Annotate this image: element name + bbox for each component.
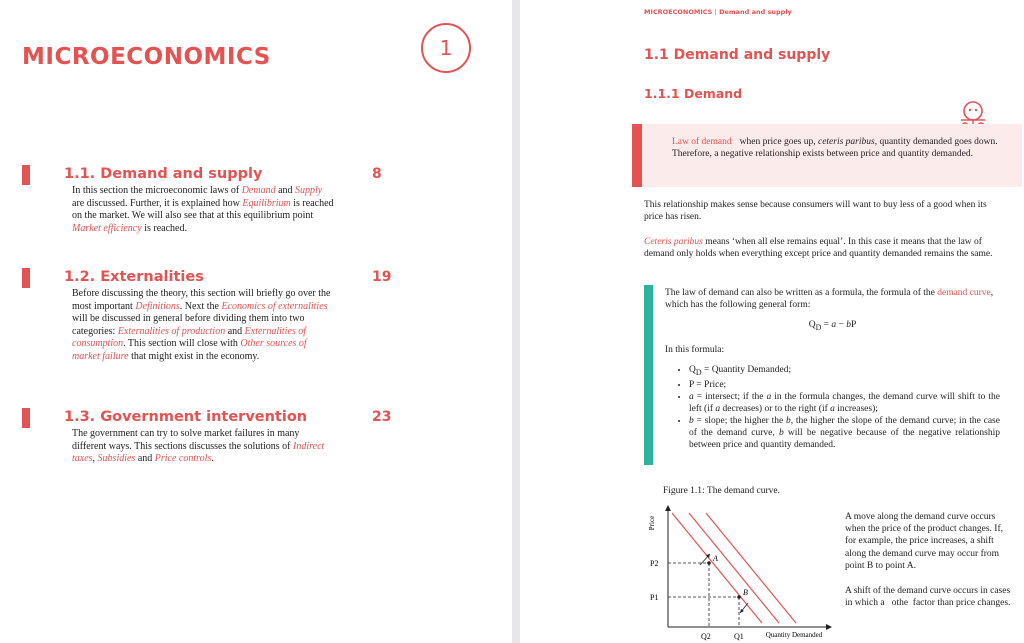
section-title: 1.1 Demand and supply: [644, 47, 831, 63]
demand-curve-link[interactable]: demand curve: [937, 288, 991, 298]
point-b-label: B: [743, 588, 748, 597]
toc-page-number: 8: [372, 166, 382, 182]
desc-text: and: [275, 185, 296, 196]
point-a-label: A: [713, 554, 718, 563]
paragraph-text: means ‘when all else remains equal’. In this case it means that the law of demand only holds when everything except price and quantity demanded remains the same.: [644, 237, 993, 260]
desc-text: The government can try to solve market failures in many different ways. This sections discusses the solutions of: [72, 428, 300, 452]
running-head-separator: |: [714, 8, 717, 16]
definition-box: [632, 124, 1022, 187]
toc-heading[interactable]: 1.2. Externalities: [64, 269, 204, 285]
formula-bullet: • P = Price;: [689, 379, 1000, 391]
term-ceteris-paribus: Ceteris paribus: [644, 237, 703, 247]
italic-term: ceteris paribus: [817, 137, 875, 147]
definition-text-part: when price goes up,: [739, 137, 818, 147]
toc-description: [72, 288, 334, 364]
x-axis-label: Quantity Demanded: [765, 631, 823, 639]
toc-marker: [22, 165, 30, 185]
y-tick-label: P2: [650, 559, 659, 568]
highlighted-term[interactable]: Externalities of production: [117, 325, 226, 337]
definition-text-part: , quantity demanded goes down. Therefore, a negative relationship exists between price and quantity demanded.: [672, 137, 998, 159]
highlighted-term[interactable]: Price controls: [154, 453, 212, 465]
toc-heading[interactable]: 1.3. Government intervention: [64, 409, 308, 425]
desc-text: . Next the: [179, 300, 222, 312]
toc-marker: [22, 268, 30, 288]
right-page: [520, 0, 1024, 643]
formula-intro: [665, 287, 1000, 311]
running-head: [644, 8, 792, 16]
toc-heading[interactable]: 1.1. Demand and supply: [64, 166, 263, 182]
point-b: [737, 595, 741, 599]
highlighted-term[interactable]: Definitions: [135, 300, 180, 312]
desc-text: .: [211, 453, 214, 465]
figure-side-text: A move along the demand curve occurs when the price of the product changes. If, for example, the price increases, a shift along the demand curve may occur from point B to point A.: [845, 512, 1004, 571]
y-tick-label: P1: [650, 593, 659, 602]
highlighted-term[interactable]: Demand: [241, 185, 276, 196]
desc-text: is reached on the market. We will also see that at this equilibrium point: [72, 197, 334, 222]
demand-curve-chart: [644, 505, 834, 643]
formula-bullet-list: [665, 364, 1000, 451]
shift-arrow-down-head: [740, 609, 744, 613]
x-axis-arrow: [826, 624, 832, 630]
formula-marker: [644, 285, 653, 465]
formula-text: [665, 287, 1000, 451]
formula-bullet: • a = intersect; if the a in the formula changes, the demand curve will shift to the left (if a decreases) or to the right (if a increases);: [689, 391, 1000, 415]
desc-text: Before discussing the theory, this section will briefly go over the most important: [72, 288, 331, 312]
definition-term: Law of demand: [672, 137, 732, 147]
desc-text: and: [135, 453, 155, 465]
highlighted-term[interactable]: Indirect taxes: [72, 440, 325, 465]
desc-text: In this section the microeconomic laws of: [72, 185, 242, 196]
demand-curve-1: [672, 513, 762, 623]
highlighted-term[interactable]: Market efficiency: [72, 222, 142, 234]
formula-box: [644, 285, 1014, 465]
toc-marker: [22, 408, 30, 428]
chapter-number: 1: [439, 36, 453, 60]
formula-intro-text: The law of demand can also be written as a formula, the formula of the: [665, 288, 938, 298]
highlighted-term[interactable]: Economics of externalities: [221, 300, 328, 312]
chapter-number-badge: [421, 23, 471, 73]
y-axis-arrow: [665, 505, 671, 511]
toc-page-number: 23: [372, 409, 392, 425]
subsection-title: 1.1.1 Demand: [644, 86, 743, 101]
desc-text: is reached.: [141, 222, 187, 234]
highlighted-term[interactable]: Externalities of consumption: [72, 325, 307, 350]
demand-curve-3: [706, 513, 796, 623]
desc-text: are discussed. Further, it is explained how: [72, 197, 243, 209]
running-head-sub: Demand and supply: [719, 8, 792, 16]
desc-text: and: [225, 325, 245, 337]
highlighted-term[interactable]: Other sources of market failure: [72, 338, 307, 362]
definition-text: [672, 136, 1012, 160]
point-a: [707, 561, 711, 565]
formula-bullet: • b = slope; the higher the b, the higher the slope of the demand curve; in the case of the demand curve, b will be negative because of the negative relationship between price and quantity demanded.: [689, 415, 1000, 451]
formula: $Q_D = a$ − bP: [808, 320, 857, 332]
formula-intro-end: , which has the following general form:: [665, 288, 994, 310]
figure-side-text: A shift of the demand curve occurs in cases in which a othe factor than price changes.: [845, 586, 1011, 609]
demand-curve-2: [689, 513, 779, 623]
x-tick-label: Q1: [734, 632, 744, 641]
figure-caption: Figure 1.1: The demand curve.: [663, 486, 780, 496]
running-head-main: MICROECONOMICS: [644, 8, 713, 16]
paragraph: This relationship makes sense because consumers will want to buy less of a good when its price has risen.: [644, 200, 987, 223]
desc-text: . This section will close with: [123, 338, 241, 350]
desc-text: that might exist in the economy.: [128, 350, 260, 362]
highlighted-term[interactable]: Equilibrium: [242, 197, 291, 209]
chapter-title: MICROECONOMICS: [22, 44, 271, 70]
toc-description: [72, 185, 334, 235]
desc-text: will be discussed in general before dividing them into two categories:: [72, 313, 305, 337]
toc-page-number: 19: [372, 269, 392, 285]
paragraph: [644, 236, 1004, 260]
x-tick-label: Q2: [701, 632, 711, 641]
highlighted-term[interactable]: Subsidies: [97, 453, 136, 465]
highlighted-term[interactable]: Supply: [295, 185, 323, 196]
formula-legend-label: In this formula:: [665, 344, 725, 355]
formula-bullet: • $Q_D$ = Quantity Demanded;: [689, 364, 1000, 379]
desc-text: ,: [92, 453, 98, 465]
definition-marker: [632, 124, 642, 187]
toc-description: [72, 428, 334, 466]
y-axis-label: Price: [648, 515, 656, 531]
